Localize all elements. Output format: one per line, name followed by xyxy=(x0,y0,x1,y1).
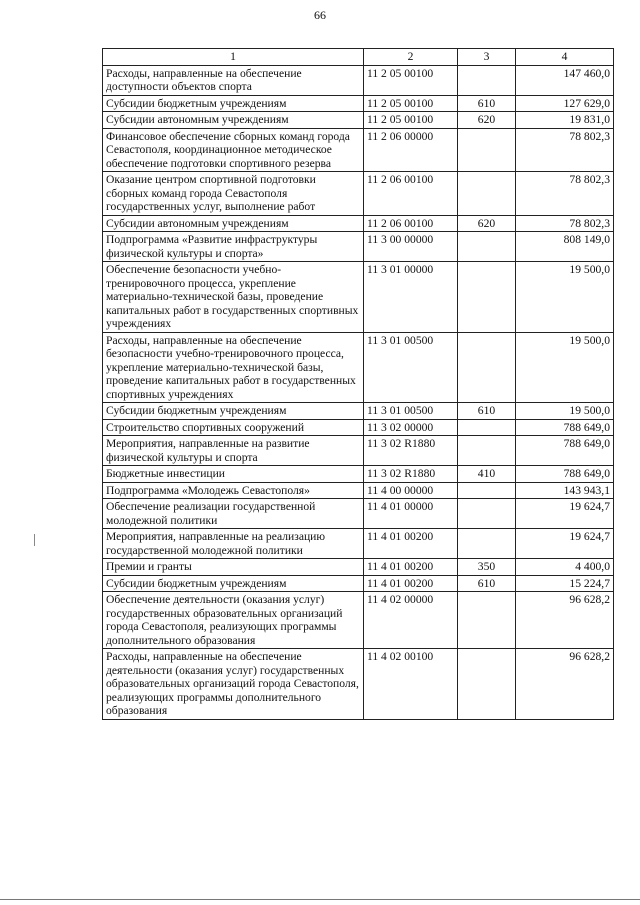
row-code-cell: 11 3 02 R1880 xyxy=(364,436,458,466)
table-row xyxy=(103,499,614,529)
table-row xyxy=(103,575,614,592)
table-row xyxy=(103,65,614,95)
row-name-cell: Субсидии бюджетным учреждениям xyxy=(103,575,364,592)
row-amount-cell: 19 500,0 xyxy=(516,262,614,333)
table-row xyxy=(103,466,614,483)
table-row xyxy=(103,559,614,576)
row-code-cell: 11 2 05 00100 xyxy=(364,65,458,95)
row-amount-cell: 96 628,2 xyxy=(516,649,614,720)
row-code-cell: 11 3 02 00000 xyxy=(364,419,458,436)
table-row xyxy=(103,436,614,466)
row-name-cell: Расходы, направленные на обеспечение безопасности учебно-тренировочного процесса, укрепление материально-технической базы, проведение капитальных работ в государственных спортивных учреждениях xyxy=(103,332,364,403)
column-header-4: 4 xyxy=(516,49,614,66)
row-name-cell: Оказание центром спортивной подготовки сборных команд города Севастополя государственных услуг, выполнение работ xyxy=(103,172,364,216)
row-type-cell xyxy=(458,436,516,466)
row-name-cell: Подпрограмма «Развитие инфраструктуры физической культуры и спорта» xyxy=(103,232,364,262)
row-type-cell xyxy=(458,172,516,216)
row-name-cell: Расходы, направленные на обеспечение деятельности (оказания услуг) государственных образовательных организаций города Севастополя, реализующих программы дополнительного образования xyxy=(103,649,364,720)
row-name-cell: Обеспечение реализации государственной молодежной политики xyxy=(103,499,364,529)
row-type-cell xyxy=(458,649,516,720)
row-name-cell: Обеспечение деятельности (оказания услуг) государственных образовательных организаций города Севастополя, реализующих программы дополнительного образования xyxy=(103,592,364,649)
table-row xyxy=(103,128,614,172)
row-type-cell xyxy=(458,262,516,333)
row-name-cell: Мероприятия, направленные на реализацию государственной молодежной политики xyxy=(103,529,364,559)
margin-mark xyxy=(34,534,35,546)
table-row xyxy=(103,262,614,333)
row-amount-cell: 19 624,7 xyxy=(516,529,614,559)
row-name-cell: Субсидии бюджетным учреждениям xyxy=(103,95,364,112)
table-row xyxy=(103,332,614,403)
row-type-cell: 410 xyxy=(458,466,516,483)
row-name-cell: Строительство спортивных сооружений xyxy=(103,419,364,436)
row-code-cell: 11 3 00 00000 xyxy=(364,232,458,262)
row-type-cell xyxy=(458,332,516,403)
row-type-cell: 620 xyxy=(458,112,516,129)
row-code-cell: 11 2 06 00100 xyxy=(364,172,458,216)
row-type-cell xyxy=(458,419,516,436)
row-amount-cell: 19 831,0 xyxy=(516,112,614,129)
row-amount-cell: 19 500,0 xyxy=(516,332,614,403)
row-amount-cell: 96 628,2 xyxy=(516,592,614,649)
row-code-cell: 11 4 02 00100 xyxy=(364,649,458,720)
row-code-cell: 11 3 01 00000 xyxy=(364,262,458,333)
row-type-cell xyxy=(458,592,516,649)
column-header-3: 3 xyxy=(458,49,516,66)
row-code-cell: 11 4 01 00200 xyxy=(364,529,458,559)
row-amount-cell: 788 649,0 xyxy=(516,419,614,436)
row-code-cell: 11 2 05 00100 xyxy=(364,95,458,112)
row-amount-cell: 78 802,3 xyxy=(516,172,614,216)
row-name-cell: Подпрограмма «Молодежь Севастополя» xyxy=(103,482,364,499)
row-type-cell xyxy=(458,128,516,172)
row-code-cell: 11 4 01 00200 xyxy=(364,559,458,576)
column-header-2: 2 xyxy=(364,49,458,66)
table-row xyxy=(103,403,614,420)
row-type-cell xyxy=(458,65,516,95)
row-amount-cell: 78 802,3 xyxy=(516,128,614,172)
table-row xyxy=(103,649,614,720)
row-type-cell xyxy=(458,482,516,499)
row-type-cell: 610 xyxy=(458,403,516,420)
row-type-cell: 620 xyxy=(458,215,516,232)
row-code-cell: 11 4 01 00200 xyxy=(364,575,458,592)
row-code-cell: 11 2 05 00100 xyxy=(364,112,458,129)
row-code-cell: 11 2 06 00100 xyxy=(364,215,458,232)
row-name-cell: Мероприятия, направленные на развитие физической культуры и спорта xyxy=(103,436,364,466)
column-header-1: 1 xyxy=(103,49,364,66)
row-name-cell: Премии и гранты xyxy=(103,559,364,576)
table-row xyxy=(103,172,614,216)
row-type-cell xyxy=(458,499,516,529)
budget-table xyxy=(102,48,614,720)
row-code-cell: 11 3 01 00500 xyxy=(364,403,458,420)
table-row xyxy=(103,232,614,262)
row-name-cell: Финансовое обеспечение сборных команд города Севастополя, координационное методическое обеспечение подготовки спортивного резерва xyxy=(103,128,364,172)
row-name-cell: Обеспечение безопасности учебно-тренировочного процесса, укрепление материально-технической базы, проведение капитальных работ в государственных спортивных учреждениях xyxy=(103,262,364,333)
row-type-cell: 610 xyxy=(458,95,516,112)
header-row xyxy=(103,49,614,66)
row-amount-cell: 788 649,0 xyxy=(516,436,614,466)
row-amount-cell: 19 500,0 xyxy=(516,403,614,420)
row-type-cell: 350 xyxy=(458,559,516,576)
row-amount-cell: 78 802,3 xyxy=(516,215,614,232)
row-amount-cell: 4 400,0 xyxy=(516,559,614,576)
row-type-cell xyxy=(458,529,516,559)
row-code-cell: 11 4 02 00000 xyxy=(364,592,458,649)
row-code-cell: 11 4 01 00000 xyxy=(364,499,458,529)
row-name-cell: Субсидии автономным учреждениям xyxy=(103,112,364,129)
table-row xyxy=(103,215,614,232)
row-amount-cell: 15 224,7 xyxy=(516,575,614,592)
row-name-cell: Бюджетные инвестиции xyxy=(103,466,364,483)
row-amount-cell: 147 460,0 xyxy=(516,65,614,95)
row-name-cell: Субсидии автономным учреждениям xyxy=(103,215,364,232)
table-row xyxy=(103,112,614,129)
row-amount-cell: 808 149,0 xyxy=(516,232,614,262)
row-amount-cell: 788 649,0 xyxy=(516,466,614,483)
row-type-cell: 610 xyxy=(458,575,516,592)
row-code-cell: 11 3 02 R1880 xyxy=(364,466,458,483)
row-name-cell: Субсидии бюджетным учреждениям xyxy=(103,403,364,420)
row-amount-cell: 19 624,7 xyxy=(516,499,614,529)
row-amount-cell: 127 629,0 xyxy=(516,95,614,112)
table-row xyxy=(103,482,614,499)
table-row xyxy=(103,592,614,649)
row-type-cell xyxy=(458,232,516,262)
row-name-cell: Расходы, направленные на обеспечение доступности объектов спорта xyxy=(103,65,364,95)
table-row xyxy=(103,529,614,559)
page-number: 66 xyxy=(314,8,326,22)
row-code-cell: 11 4 00 00000 xyxy=(364,482,458,499)
row-amount-cell: 143 943,1 xyxy=(516,482,614,499)
bottom-rule xyxy=(0,899,640,900)
table-row xyxy=(103,419,614,436)
row-code-cell: 11 2 06 00000 xyxy=(364,128,458,172)
row-code-cell: 11 3 01 00500 xyxy=(364,332,458,403)
table-row xyxy=(103,95,614,112)
